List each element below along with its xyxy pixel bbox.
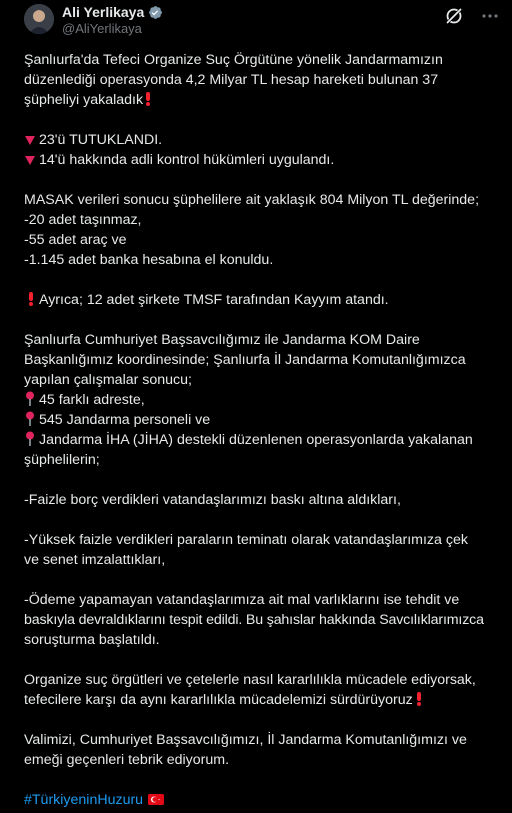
text-line: Başkanlığımız koordinesinde; Şanlıurfa İl Jandarma Komutanlığımızca	[24, 352, 466, 368]
text-line: -1.145 adet banka hesabına el konuldu.	[24, 252, 274, 268]
exclamation-icon	[28, 292, 34, 312]
text-line: -Ödeme yapamayan vatandaşlarımıza ait mal varlıklarını ise tehdit ve	[24, 592, 460, 608]
text-line: düzenlediği operasyonda 4,2 Milyar TL hesap hareketi bulunan 37	[24, 72, 439, 88]
text-line: şüphelilerin;	[24, 452, 100, 468]
author-block	[62, 4, 163, 36]
text-line	[24, 290, 500, 310]
text-line	[24, 430, 500, 450]
text-line	[24, 150, 500, 170]
pushpin-icon	[24, 391, 36, 412]
text-line: Valimizi, Cumhuriyet Başsavcılığımızı, İl Jandarma Komutanlığımızı ve	[24, 732, 467, 748]
display-name[interactable]: Ali Yerlikaya	[62, 4, 145, 20]
text-span: 23'ü TUTUKLANDI.	[39, 132, 163, 148]
pushpin-icon	[24, 431, 36, 452]
text-span: 14'ü hakkında adli kontrol hükümleri uygulandı.	[39, 152, 335, 168]
text-line	[24, 410, 500, 430]
text-line: ve senet imzalattıkları,	[24, 552, 166, 568]
exclamation-icon	[145, 92, 151, 112]
text-span: Ayrıca; 12 adet şirkete TMSF tarafından Kayyım atandı.	[39, 292, 389, 308]
text-span: şüpheliyi yakaladık	[24, 92, 144, 108]
text-span: 545 Jandarma personeli ve	[39, 412, 211, 428]
text-span: tefecilere karşı da aynı kararlılıkla mücadelemizi sürdürüyoruz	[24, 692, 413, 708]
tweet-text	[24, 50, 500, 810]
text-line: MASAK verileri sonucu şüphelilere ait yaklaşık 804 Milyon TL değerinde;	[24, 192, 480, 208]
text-span: 45 farklı adreste,	[39, 392, 145, 408]
text-line: Organize suç örgütleri ve çetelerle nasıl kararlılıkla mücadele ediyorsak,	[24, 672, 476, 688]
text-line: -Yüksek faizle verdikleri paraların teminatı olarak vatandaşlarımıza çek	[24, 532, 468, 548]
grok-icon[interactable]	[444, 6, 464, 26]
more-options-icon[interactable]	[480, 6, 500, 26]
text-line: emeği geçenleri tebrik ediyorum.	[24, 752, 230, 768]
text-line	[24, 690, 500, 710]
text-line: Şanlıurfa Cumhuriyet Başsavcılığımız ile Jandarma KOM Daire	[24, 332, 420, 348]
text-line: soruşturma başlatıldı.	[24, 632, 160, 648]
text-line: -55 adet araç ve	[24, 232, 127, 248]
turkey-flag-icon	[148, 794, 164, 805]
red-triangle-down-icon	[24, 152, 36, 172]
pushpin-icon	[24, 411, 36, 432]
red-triangle-down-icon	[24, 132, 36, 152]
text-line: baskıyla devraldıklarını tespit edildi. Bu şahıslar hakkında Savcılıklarımızca	[24, 612, 484, 628]
avatar[interactable]	[24, 4, 54, 34]
verified-badge-icon	[148, 5, 163, 20]
text-line	[24, 390, 500, 410]
header-actions	[444, 6, 500, 26]
text-span: Jandarma İHA (JİHA) destekli düzenlenen operasyonlarda yakalanan	[39, 432, 473, 448]
text-line	[24, 790, 500, 810]
handle[interactable]: @AliYerlikaya	[62, 21, 142, 36]
text-line	[24, 90, 500, 110]
text-line: Şanlıurfa'da Tefeci Organize Suç Örgütüne yönelik Jandarmamızın	[24, 52, 443, 68]
text-line: yapılan çalışmalar sonucu;	[24, 372, 192, 388]
text-line	[24, 130, 500, 150]
tweet-header	[24, 4, 500, 34]
text-line: -Faizle borç verdikleri vatandaşlarımızı baskı altına aldıkları,	[24, 492, 401, 508]
hashtag-link[interactable]: #TürkiyeninHuzuru	[24, 792, 144, 808]
exclamation-icon	[416, 692, 422, 712]
text-line: -20 adet taşınmaz,	[24, 212, 142, 228]
